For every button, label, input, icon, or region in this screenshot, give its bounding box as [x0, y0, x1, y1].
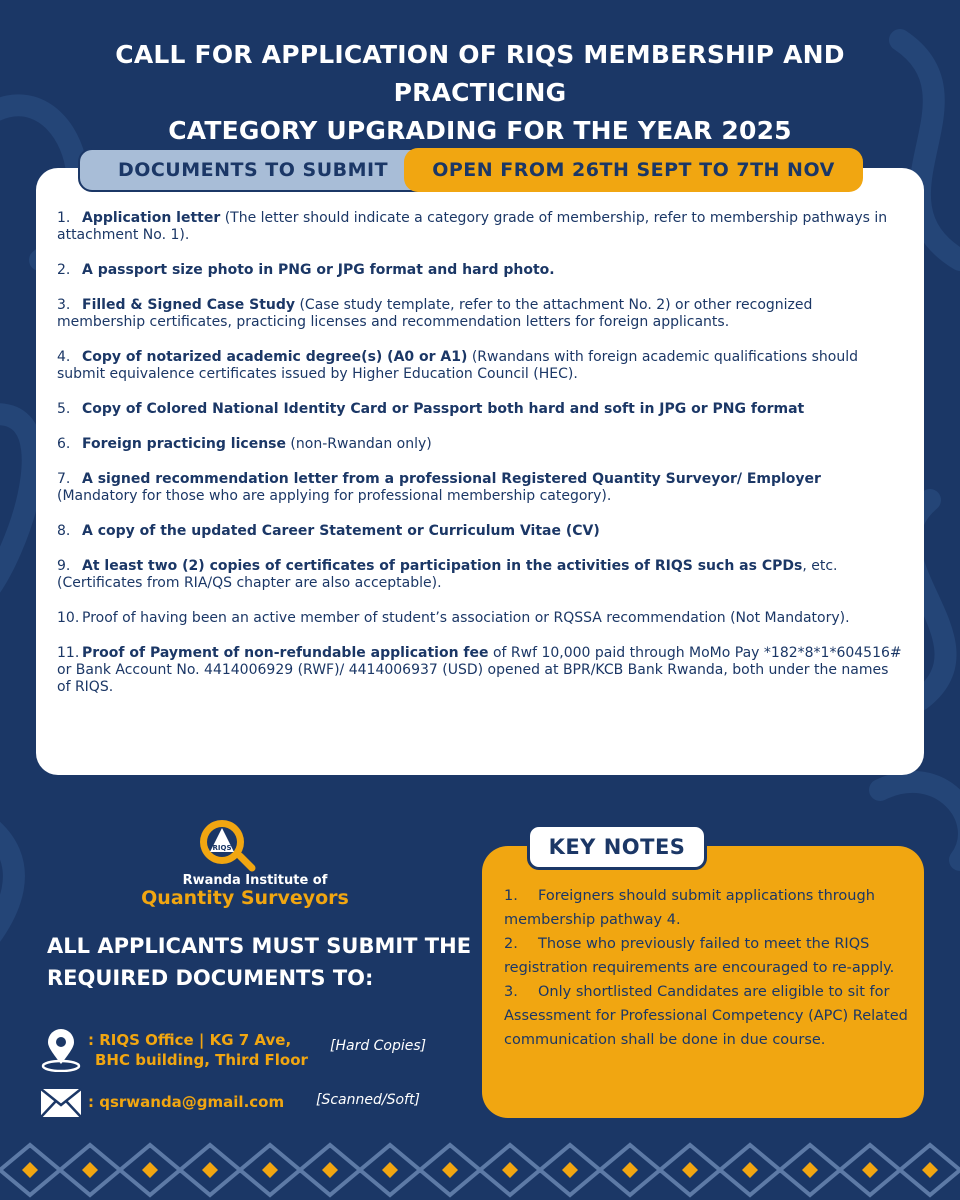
- open-dates-badge: OPEN FROM 26TH SEPT TO 7TH NOV: [404, 148, 863, 192]
- submit-heading-line-1: ALL APPLICANTS MUST SUBMIT THE: [47, 934, 472, 958]
- document-item: 4. Copy of notarized academic degree(s) (A0 or A1) (Rwandans with foreign academic qualifications should submit equivalence certificates issued by Higher Education Council (HEC).: [57, 349, 859, 382]
- section-header: [78, 148, 863, 192]
- submit-heading: [47, 930, 487, 994]
- document-item: 8. A copy of the updated Career Statement or Curriculum Vitae (CV): [57, 523, 600, 539]
- document-item: 9. At least two (2) copies of certificates of participation in the activities of RIQS such as CPDs, etc. (Certificates from RIA/QS chapter are also acceptable).: [57, 558, 838, 591]
- office-address: [88, 1030, 328, 1070]
- documents-list: [57, 210, 902, 714]
- hard-copies-note: [Hard Copies]: [330, 1038, 427, 1054]
- logo-institute-name: Rwanda Institute of: [182, 873, 328, 888]
- email-address[interactable]: : qsrwanda@gmail.com: [88, 1093, 285, 1111]
- document-item: 6. Foreign practicing license (non-Rwandan only): [57, 436, 432, 452]
- document-item: 7. A signed recommendation letter from a professional Registered Quantity Surveyor/ Employer (Mandatory for those who are applying for professional membership category).: [57, 471, 821, 504]
- documents-to-submit-tab: DOCUMENTS TO SUBMIT: [78, 148, 428, 192]
- document-item: 1. Application letter (The letter should indicate a category grade of membership, refer to membership pathways in attachment No. 1).: [57, 210, 888, 243]
- riqs-logo-icon: [196, 812, 258, 874]
- office-address-line-2: BHC building, Third Floor: [95, 1051, 308, 1069]
- page-title: [40, 36, 920, 150]
- document-item: 2. A passport size photo in PNG or JPG format and hard photo.: [57, 262, 555, 278]
- document-item: 11. Proof of Payment of non-refundable application fee of Rwf 10,000 paid through MoMo Pay *182*8*1*604516# or Bank Account No. 4414006929 (RWF)/ 4414006937 (USD) opened at BPR/KCB Bank Rwanda, both under the names of RIQS.: [57, 645, 902, 695]
- title-line-2: CATEGORY UPGRADING FOR THE YEAR 2025: [168, 116, 792, 145]
- logo-badge-text: RIQS: [212, 844, 232, 852]
- title-line-1: CALL FOR APPLICATION OF RIQS MEMBERSHIP AND PRACTICING: [115, 40, 845, 107]
- key-notes-list: [504, 884, 914, 1052]
- scanned-soft-note: [Scanned/Soft]: [316, 1092, 420, 1108]
- key-note-item: 1. Foreigners should submit applications through membership pathway 4.: [504, 888, 875, 928]
- key-note-item: 2. Those who previously failed to meet the RIQS registration requirements are encouraged to re-apply.: [504, 936, 895, 976]
- document-item: 5. Copy of Colored National Identity Card or Passport both hard and soft in JPG or PNG format: [57, 401, 805, 417]
- key-notes-label: KEY NOTES: [527, 824, 707, 870]
- submit-heading-line-2: REQUIRED DOCUMENTS TO:: [47, 966, 374, 990]
- location-pin-icon: [40, 1028, 82, 1072]
- document-item: 3. Filled & Signed Case Study (Case study template, refer to the attachment No. 2) or other recognized membership certificates, practicing licenses and recommendation letters for foreign applicants.: [57, 297, 813, 330]
- footer-pattern: [0, 1140, 960, 1200]
- logo-quantity-surveyors: Quantity Surveyors: [141, 887, 349, 909]
- key-note-item: 3. Only shortlisted Candidates are eligible to sit for Assessment for Professional Competency (APC) Related communication shall be done in due course.: [504, 984, 908, 1048]
- office-address-line-1: : RIQS Office | KG 7 Ave,: [88, 1031, 292, 1049]
- email-icon: [40, 1088, 82, 1118]
- document-item: 10. Proof of having been an active member of student’s association or RQSSA recommendation (Not Mandatory).: [57, 610, 850, 626]
